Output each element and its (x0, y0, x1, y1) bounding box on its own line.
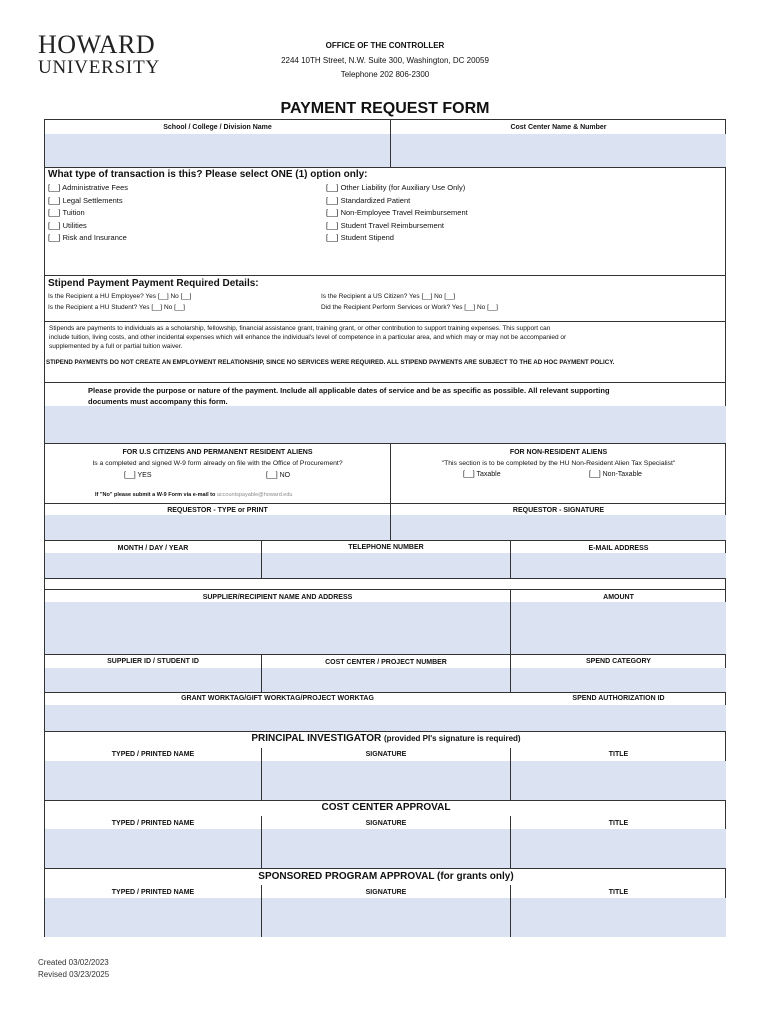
pi-heading-note: (provided PI's signature is required) (384, 734, 521, 743)
divider (45, 275, 726, 276)
logo-university: UNIVERSITY (38, 57, 160, 78)
telephone-label: TELEPHONE NUMBER (348, 544, 424, 551)
worktag-label: GRANT WORKTAG/GIFT WORKTAG/PROJECT WORKTAG (181, 695, 374, 702)
stipend-q-citizen[interactable]: Is the Recipient a US Citizen? Yes [__] No [__] (321, 293, 456, 300)
transaction-right-list (326, 182, 468, 245)
stipend-policy-note: STIPEND PAYMENTS DO NOT CREATE AN EMPLOYMENT RELATIONSHIP, SINCE NO SERVICES WERE REQUIRED. ALL STIPEND PAYMENTS ARE SUBJECT TO THE AD HOC PAYMENT POLICY. (46, 359, 615, 366)
purpose-line: documents must accompany this form. (88, 397, 228, 406)
pi-typed-label: TYPED / PRINTED NAME (111, 751, 195, 758)
divider (45, 382, 726, 383)
date-label: MONTH / DAY / YEAR (117, 545, 189, 552)
email-field[interactable] (511, 553, 726, 578)
logo-howard: HOWARD (38, 30, 156, 59)
non-taxable-option[interactable]: [__] Non-Taxable (589, 471, 642, 478)
w9-no-option[interactable]: [__] NO (266, 472, 291, 479)
divider (45, 443, 726, 444)
office-name: OFFICE OF THE CONTROLLER (325, 41, 445, 50)
divider (45, 167, 726, 168)
nonresident-heading: FOR NON-RESIDENT ALIENS (509, 449, 608, 456)
stipend-note (49, 324, 725, 351)
sp-name-field[interactable] (45, 898, 261, 937)
worktag-field[interactable] (45, 705, 726, 731)
sp-signature-field[interactable] (262, 898, 510, 937)
telephone-field[interactable] (262, 553, 510, 578)
divider (45, 321, 726, 322)
sp-heading: SPONSORED PROGRAM APPROVAL (for grants only) (258, 871, 514, 882)
transaction-option[interactable]: [__] Tuition (48, 208, 85, 217)
pi-heading-title: PRINCIPAL INVESTIGATOR (251, 733, 382, 744)
divider (45, 578, 726, 579)
spend-category-field[interactable] (511, 668, 726, 692)
pi-title-label: TITLE (608, 751, 629, 758)
cc-signature-field[interactable] (262, 829, 510, 868)
w9-submit-text: If "No" please submit a W-9 Form via e-mail to (95, 492, 216, 498)
supplier-id-field[interactable] (45, 668, 261, 692)
pi-name-field[interactable] (45, 761, 261, 800)
divider (45, 540, 726, 541)
project-number-field[interactable] (262, 668, 510, 692)
stipend-heading: Stipend Payment Payment Required Details: (48, 278, 259, 289)
supplier-id-label: SUPPLIER ID / STUDENT ID (107, 658, 199, 665)
spend-category-label: SPEND CATEGORY (586, 658, 651, 665)
stipend-q-employee[interactable]: Is the Recipient a HU Employee? Yes [__] No [__] (48, 293, 192, 300)
nonresident-note: "This section is to be completed by the HU Non-Resident Alien Tax Specialist" (441, 460, 676, 467)
transaction-question: What type of transaction is this? Please select ONE (1) option only: (48, 169, 368, 180)
stipend-note-line: include tuition, living costs, and other incidental expenses which will enhance the individual's level of competence in a particular area, and which may or may not be accompanied or (49, 334, 567, 341)
form-frame (44, 119, 726, 937)
cc-title-field[interactable] (511, 829, 726, 868)
purpose-instructions (88, 385, 610, 407)
cc-title-label: TITLE (608, 820, 629, 827)
office-address: 2244 10TH Street, N.W. Suite 300, Washington, DC 20059 (281, 56, 489, 65)
divider (510, 589, 511, 692)
pi-signature-label: SIGNATURE (365, 751, 407, 758)
project-number-label: COST CENTER / PROJECT NUMBER (325, 659, 447, 666)
cc-name-field[interactable] (45, 829, 261, 868)
email-label: E-MAIL ADDRESS (588, 545, 649, 552)
sp-typed-label: TYPED / PRINTED NAME (111, 889, 195, 896)
w9-yes-option[interactable]: [__] YES (124, 472, 152, 479)
stipend-note-line: Stipends are payments to individuals as a scholarship, fellowship, financial assistance grant, training grant, or other contribution to support training expenses. This support can (49, 325, 551, 332)
stipend-note-line: supplemented by a full or partial tuition waiver. (49, 343, 183, 350)
divider (45, 731, 726, 732)
transaction-option[interactable]: [__] Non-Employee Travel Reimbursement (326, 208, 468, 217)
created-date: Created 03/02/2023 (38, 958, 109, 967)
transaction-option[interactable]: [__] Legal Settlements (48, 195, 123, 205)
transaction-option[interactable]: [__] Standardized Patient (326, 195, 411, 205)
w9-question: Is a completed and signed W-9 form already on file with the Office of Procurement? (92, 460, 343, 467)
supplier-field[interactable] (45, 602, 510, 654)
divider (45, 654, 726, 655)
requestor-signature-label: REQUESTOR - SIGNATURE (512, 507, 605, 514)
date-field[interactable] (45, 553, 261, 578)
divider (45, 800, 726, 801)
requestor-type-label: REQUESTOR - TYPE or PRINT (167, 507, 268, 514)
sp-signature-label: SIGNATURE (365, 889, 407, 896)
office-phone: Telephone 202 806-2300 (340, 70, 430, 79)
revised-date: Revised 03/23/2025 (38, 970, 110, 979)
requestor-name-field[interactable] (45, 515, 390, 540)
cc-heading: COST CENTER APPROVAL (321, 802, 451, 813)
transaction-option[interactable]: [__] Utilities (48, 220, 87, 230)
citizens-heading: FOR U.S CITIZENS AND PERMANENT RESIDENT ALIENS (122, 449, 313, 456)
pi-heading (45, 733, 727, 744)
stipend-q-services[interactable]: Did the Recipient Perform Services or Work? Yes [__] No [__] (321, 304, 498, 311)
transaction-left-list (48, 182, 128, 245)
w9-email-link[interactable]: accountspayable@howard.edu (216, 492, 293, 498)
amount-label: AMOUNT (603, 594, 634, 601)
divider (45, 503, 726, 504)
divider (45, 589, 726, 590)
spend-authorization-label: SPEND AUTHORIZATION ID (572, 695, 665, 702)
divider (45, 868, 726, 869)
page-title: PAYMENT REQUEST FORM (280, 100, 490, 117)
divider (45, 692, 726, 693)
school-label: School / College / Division Name (163, 124, 272, 131)
taxable-option[interactable]: [__] Taxable (463, 471, 501, 478)
purpose-field[interactable] (45, 406, 726, 443)
sp-title-field[interactable] (511, 898, 726, 937)
transaction-option[interactable]: [__] Student Stipend (326, 233, 394, 242)
transaction-option[interactable]: [__] Administrative Fees (48, 183, 129, 192)
supplier-label: SUPPLIER/RECIPIENT NAME AND ADDRESS (202, 594, 353, 601)
cost-center-label: Cost Center Name & Number (510, 124, 607, 131)
divider (390, 443, 391, 540)
purpose-line: Please provide the purpose or nature of the payment. Include all applicable dates of service and be as specific as possible. All relevant supporting (88, 386, 610, 395)
stipend-q-student[interactable]: Is the Recipient a HU Student? Yes [__] No [__] (48, 304, 185, 311)
sp-title-label: TITLE (608, 889, 629, 896)
requestor-signature-field[interactable] (391, 515, 726, 540)
w9-submit-note (95, 492, 292, 498)
school-field[interactable] (45, 134, 390, 167)
transaction-option[interactable]: [__] Other Liability (for Auxiliary Use Only) (326, 183, 466, 192)
pi-signature-field[interactable] (262, 761, 510, 800)
cc-typed-label: TYPED / PRINTED NAME (111, 820, 195, 827)
amount-field[interactable] (511, 602, 726, 654)
transaction-option[interactable]: [__] Risk and Insurance (48, 233, 127, 242)
pi-title-field[interactable] (511, 761, 726, 800)
transaction-option[interactable]: [__] Student Travel Reimbursement (326, 220, 444, 230)
cost-center-field[interactable] (391, 134, 726, 167)
cc-signature-label: SIGNATURE (365, 820, 407, 827)
